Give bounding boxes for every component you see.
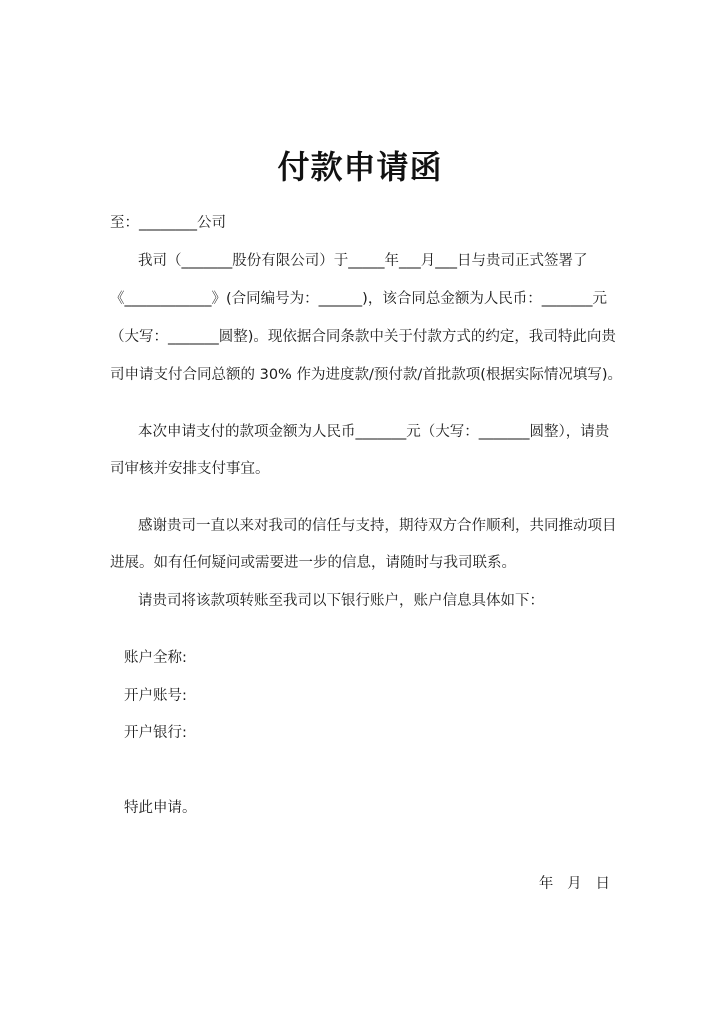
date-line: 年 月 日 [538,876,610,892]
paragraph1-line4: 司申请支付合同总额的 30% 作为进度款/预付款/首批款项(根据实际情况填写)。 [110,367,623,383]
paragraph3-line3: 请贵司将该款项转账至我司以下银行账户，账户信息具体如下： [138,593,544,609]
paragraph2-line1: 本次申请支付的款项金额为人民币_______元（大写：_______圆整），请贵 [138,424,610,440]
paragraph3-line1: 感谢贵司一直以来对我司的信任与支持，期待双方合作顺利，共同推动项目 [138,518,617,534]
closing-text: 特此申请。 [124,800,197,816]
paragraph2-line2: 司审核并安排支付事宜。 [110,461,270,477]
paragraph3-line2: 进展。如有任何疑问或需要进一步的信息，请随时与我司联系。 [110,555,516,571]
recipient-line: 至：________公司 [110,215,226,231]
paragraph1-line2: 《____________》(合同编号为：______)，该合同总金额为人民币：_______元 [110,291,608,307]
paragraph1-line1: 我司（_______股份有限公司）于_____年___月___日与贵司正式签署了 [138,253,588,269]
page-title: 付款申请函 [277,148,443,186]
account-bank-label: 开户银行: [124,725,187,741]
account-name-label: 账户全称: [124,650,187,666]
paragraph1-line3: （大写：_______圆整)。现依据合同条款中关于付款方式的约定，我司特此向贵 [110,329,616,345]
account-number-label: 开户账号: [124,688,187,704]
